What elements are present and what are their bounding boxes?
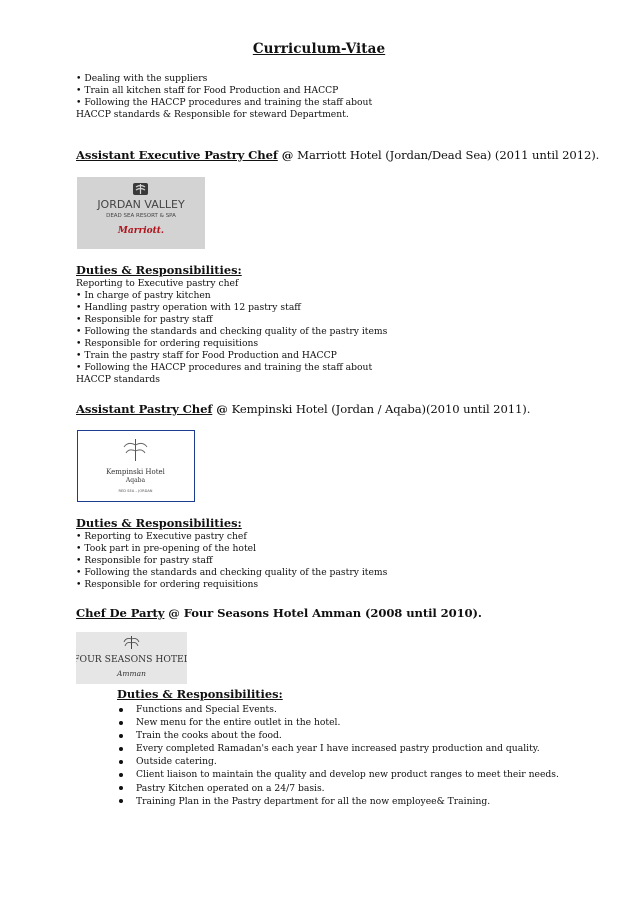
job-role: Chef De Party [76,606,165,620]
logo-line1: Kempinski Hotel [106,468,165,476]
duty-item: Pastry Kitchen operated on a 24/7 basis. [117,782,559,795]
four-seasons-amman-logo [76,632,187,684]
duty-item: Every completed Ramadan's each year I have increased pastry production and quality. [117,742,559,755]
duty-item: Train the cooks about the food. [117,729,559,742]
job-at: @ [277,148,298,162]
logo-line2: DEAD SEA RESORT & SPA [106,213,176,219]
logo-line2: Amman [117,669,146,678]
duties-list-four-seasons [117,703,559,808]
intro-line: HACCP standards & Responsible for steward Department. [76,109,349,120]
duty-item: • Following the HACCP procedures and training the staff about [76,362,373,373]
intro-line: • Dealing with the suppliers [76,73,208,84]
duties-list-kempinski [76,531,387,591]
kempinski-aqaba-logo [77,430,195,502]
job-heading-four-seasons [76,606,482,620]
duties-title: Duties & Responsibilities: [76,516,242,530]
duty-item: • Responsible for pastry staff [76,314,213,325]
duty-item: • Responsible for ordering requisitions [76,338,259,349]
duty-item: • Following the standards and checking quality of the pastry items [76,567,388,578]
job-role: Assistant Executive Pastry Chef [76,148,278,162]
tree-emblem-icon [124,636,139,649]
duties-list-marriott [76,278,387,386]
palm-emblem-icon [133,183,148,195]
duty-item: • Handling pastry operation with 12 pastry staff [76,302,301,313]
duty-item: • Responsible for ordering requisitions [76,579,259,590]
duties-title: Duties & Responsibilities: [117,687,283,701]
duty-item: Client liaison to maintain the quality and develop new product ranges to meet their needs. [117,768,559,781]
duty-item: • In charge of pastry kitchen [76,290,211,301]
marriott-jordan-valley-logo [77,177,205,249]
duty-item: • Following the standards and checking quality of the pastry items [76,326,388,337]
job-at: @ [212,402,232,416]
intro-duties-list [76,73,372,121]
duty-item: • Responsible for pastry staff [76,555,213,566]
duty-item: New menu for the entire outlet in the hotel. [117,716,559,729]
logo-line2: Aqaba [125,477,146,484]
job-employer: Marriott Hotel (Jordan/Dead Sea) (2011 until 2012). [297,148,600,162]
intro-line: • Train all kitchen staff for Food Production and HACCP [76,85,339,96]
job-heading-marriott [76,148,599,162]
tree-emblem-icon [124,439,147,461]
duty-item: Functions and Special Events. [117,703,559,716]
intro-line: • Following the HACCP procedures and training the staff about [76,97,373,108]
duty-item: • Train the pastry staff for Food Production and HACCP [76,350,337,361]
duty-item: HACCP standards [76,374,160,385]
job-role: Assistant Pastry Chef [76,402,213,416]
logo-brand: Marriott. [117,226,165,236]
logo-line1: FOUR SEASONS HOTEL [76,654,187,665]
duties-title: Duties & Responsibilities: [76,263,242,277]
job-employer: Four Seasons Hotel Amman (2008 until 2010). [183,606,482,620]
duty-item: Training Plan in the Pastry department for all the now employee& Training. [117,795,559,808]
duty-item: • Reporting to Executive pastry chef [76,531,247,542]
duty-item: Outside catering. [117,755,559,768]
document-title: Curriculum-Vitae [252,41,386,57]
logo-line3: RED SEA – JORDAN [118,489,153,493]
duty-item: • Took part in pre-opening of the hotel [76,543,257,554]
logo-line1: JORDAN VALLEY [97,198,185,211]
duty-item: Reporting to Executive pastry chef [76,278,239,289]
job-at: @ [164,606,184,620]
job-heading-kempinski [76,402,530,416]
job-employer: Kempinski Hotel (Jordan / Aqaba)(2010 until 2011). [231,402,531,416]
